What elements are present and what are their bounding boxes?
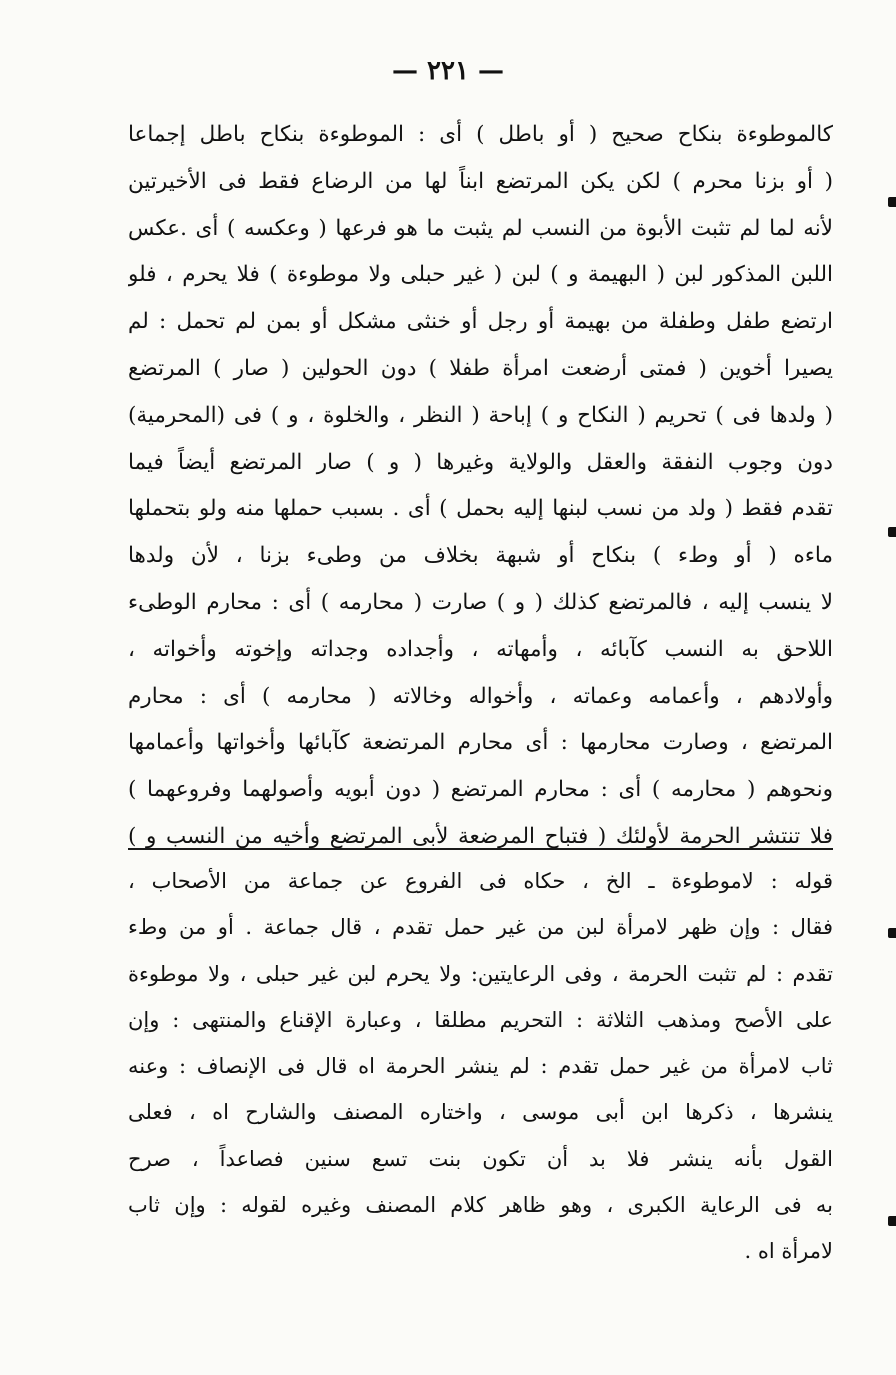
footnote-line: به فى الرعاية الكبرى ، وهو ظاهر كلام المصنف وغيره لقوله : وإن ثاب <box>128 1193 833 1218</box>
main-line: لا ينسب إليه ، فالمرتضع كذلك ( و ) صارت ( محارمه ) أى : محارم الوطىء <box>128 589 833 615</box>
main-line: وأولادهم ، وأعمامه وعماته ، وأخواله وخالاته ( محارمه ) أى : محارم <box>128 683 833 709</box>
main-line: اللبن المذكور لبن ( البهيمة و ) لبن ( غير حبلى ولا موطوءة ) فلا يحرم ، فلو <box>128 262 833 288</box>
main-line: يصيرا أخوين ( فمتى أرضعت امرأة طفلا ) دون الحولين ( صار ) المرتضع <box>128 355 833 381</box>
main-line: المرتضع ، وصارت محارمها : أى محارم المرتضعة كآبائها وأخواتها وأعمامها <box>128 730 833 756</box>
footnote-line: القول بأنه ينشر فلا بد أن تكون بنت تسع سنين فصاعداً ، صرح <box>128 1146 833 1171</box>
footnote-line: تقدم : لم تثبت الحرمة ، وفى الرعايتين: ولا يحرم لبن غير حبلى ، ولا موطوءة <box>128 961 833 986</box>
binding-mark <box>888 1216 896 1226</box>
binding-mark <box>888 928 896 938</box>
main-line: ( ولدها فى ) تحريم ( النكاح و ) إباحة ( النظر ، والخلوة ، و ) فى (المحرمية) <box>128 402 833 428</box>
page-number: — ٢٢١ — <box>391 56 505 86</box>
main-line: تقدم فقط ( ولد من نسب لبنها إليه بحمل ) أى . بسبب حملها منه ولو بتحملها <box>128 496 833 522</box>
footnote-line: ثاب لامرأة من غير حمل تقدم : لم ينشر الحرمة اه قال فى الإنصاف : وعنه <box>128 1054 833 1079</box>
footnote-line: على الأصح ومذهب الثلاثة : التحريم مطلقا ، وعبارة الإقناع والمنتهى : وإن <box>128 1007 833 1032</box>
binding-mark <box>888 197 896 207</box>
main-line: كالموطوءة بنكاح صحيح ( أو باطل ) أى : الموطوءة بنكاح باطل إجماعا <box>128 122 833 147</box>
footnote-line: لامرأة اه . <box>744 1239 833 1264</box>
main-line: دون وجوب النفقة والعقل والولاية وغيرها ( و ) صار المرتضع أيضاً فيما <box>128 449 833 475</box>
footnote-line: قوله : لاموطوءة ـ الخ ، حكاه فى الفروع عن جماعة من الأصحاب ، <box>128 869 833 893</box>
main-line: ( أو بزنا محرم ) لكن يكن المرتضع ابناً لها من الرضاع فقط فى الأخيرتين <box>128 168 833 194</box>
footnote-line: فقال : وإن ظهر لامرأة لبن من غير حمل تقدم ، قال جماعة . أو من وطء <box>128 915 833 940</box>
footnote-line: ينشرها ، ذكرها ابن أبى موسى ، واختاره المصنف والشارح اه ، فعلى <box>128 1100 833 1125</box>
main-line: لأنه لما لم تثبت الأبوة من النسب لم يثبت ما هو فرعها ( وعكسه ) أى .عكس <box>128 215 833 241</box>
binding-mark <box>888 527 896 537</box>
main-line: ماءه ( أو وطء ) بنكاح أو شبهة بخلاف من وطىء بزنا ، لأن ولدها <box>128 543 833 569</box>
main-line: اللاحق به النسب كآبائه ، وأمهاته ، وأجداده وجداته وإخوته وأخواته ، <box>128 636 833 662</box>
main-line: فلا تنتشر الحرمة لأولئك ( فتباح المرضعة لأبى المرتضع وأخيه من النسب و ) <box>128 823 833 849</box>
main-line: ونحوهم ( محارمه ) أى : محارم المرتضع ( دون أبويه وأصولهما وفروعهما ) <box>128 777 833 803</box>
main-text <box>128 112 833 861</box>
main-line: ارتضع طفل وطفلة من بهيمة أو رجل أو خنثى مشكل أو بمن لم تحمل : لم <box>128 309 833 335</box>
footnote-divider <box>128 848 833 850</box>
footnote-text <box>128 858 833 1275</box>
